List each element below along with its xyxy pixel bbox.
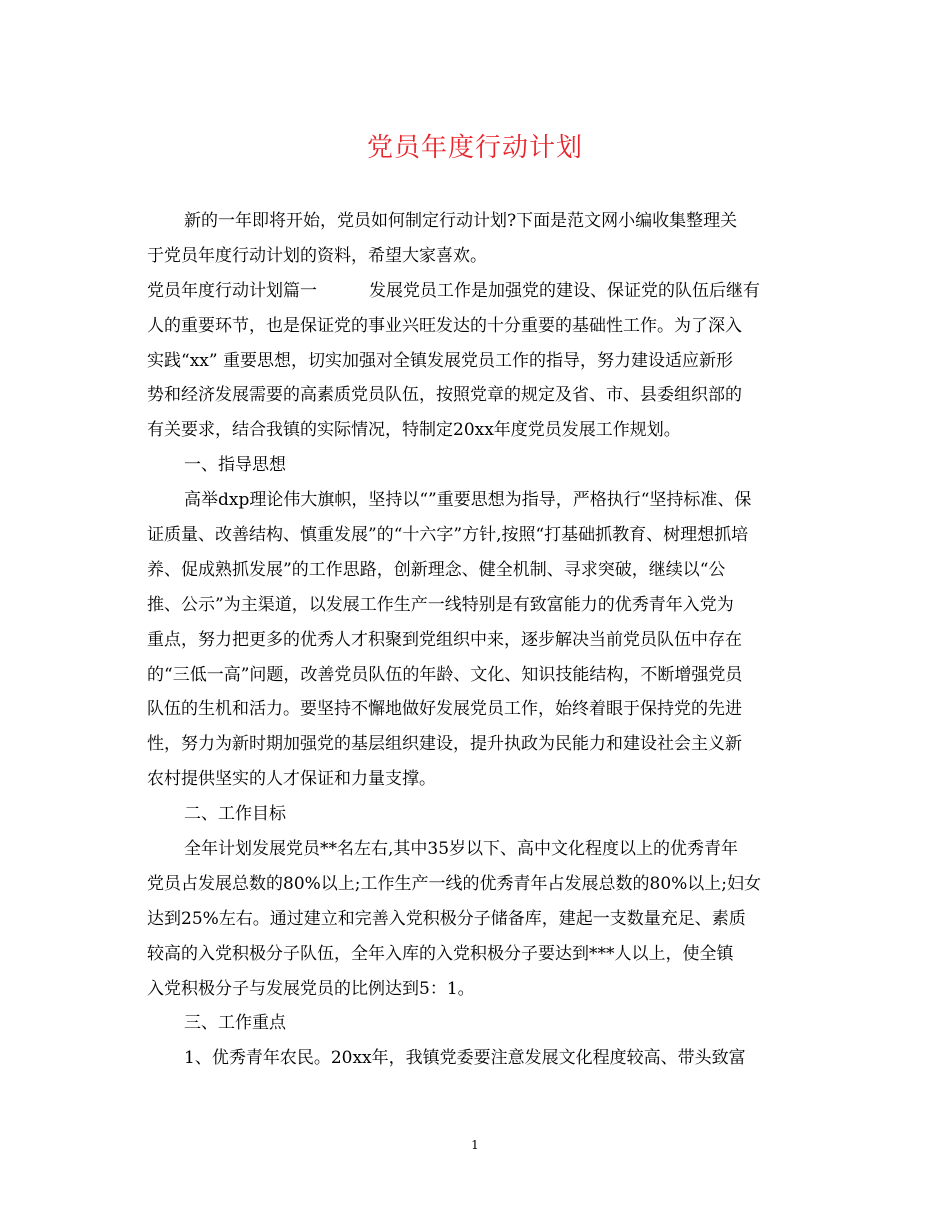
paragraph-line: 入党积极分子与发展党员的比例达到5：1。 (147, 978, 475, 999)
page-title: 党员年度行动计划 (366, 133, 583, 163)
paragraph-line: 农村提供坚实的人才保证和力量支撑。 (147, 769, 436, 790)
paragraph-line: 实践“xx” 重要思想，切实加强对全镇发展党员工作的指导，努力建设适应新形 (147, 350, 733, 371)
document-body (147, 204, 807, 1076)
paragraph-line: 较高的入党积极分子队伍，全年入库的入党积极分子要达到***人以上，使全镇 (147, 943, 734, 964)
section-heading: 党员年度行动计划篇一 (147, 280, 317, 301)
page-number: 1 (471, 1138, 479, 1152)
paragraph-line: 1、优秀青年农民。20xx年，我镇党委要注意发展文化程度较高、带头致富 (184, 1048, 746, 1069)
paragraph-line: 于党员年度行动计划的资料，希望大家喜欢。 (147, 245, 487, 266)
paragraph-line: 推、公示”为主渠道，以发展工作生产一线特别是有致富能力的优秀青年入党为 (147, 594, 734, 615)
paragraph-line: 有关要求，结合我镇的实际情况，特制定20xx年度党员发展工作规划。 (147, 420, 681, 441)
paragraph-line: 重点，努力把更多的优秀人才积聚到党组织中来，逐步解决当前党员队伍中存在 (147, 629, 742, 650)
section-heading: 一、指导思想 (184, 455, 286, 476)
paragraph-line: 高举dxp理论伟大旗帜，坚持以“”重要思想为指导，严格执行“坚持标准、保 (184, 490, 752, 511)
paragraph-line: 证质量、改善结构、慎重发展”的“十六字”方针,按照“打基础抓教育、树理想抓培 (147, 525, 749, 546)
paragraph-line: 势和经济发展需要的高素质党员队伍，按照党章的规定及省、市、县委组织部的 (147, 385, 742, 406)
paragraph-line: 达到25%左右。通过建立和完善入党积极分子储备库，建起一支数量充足、素质 (147, 908, 746, 929)
paragraph-line: 养、促成熟抓发展”的工作思路，创新理念、健全机制、寻求突破，继续以“公 (147, 559, 726, 580)
section-heading: 三、工作重点 (184, 1013, 286, 1034)
paragraph-line: 的“三低一高”问题，改善党员队伍的年龄、文化、知识技能结构，不断增强党员 (147, 664, 743, 685)
paragraph-line: 队伍的生机和活力。要坚持不懈地做好发展党员工作，始终着眼于保持党的先进 (147, 699, 742, 720)
paragraph-line-with-heading (147, 274, 807, 309)
paragraph-line: 党员占发展总数的80%以上;工作生产一线的优秀青年占发展总数的80%以上;妇女 (147, 873, 762, 894)
paragraph-text: 发展党员工作是加强党的建设、保证党的队伍后继有 (369, 280, 760, 301)
paragraph-line: 全年计划发展党员**名左右,其中35岁以下、高中文化程度以上的优秀青年 (184, 839, 739, 860)
paragraph-line: 新的一年即将开始，党员如何制定行动计划?下面是范文网小编收集整理关 (184, 211, 738, 231)
section-heading: 二、工作目标 (184, 804, 286, 825)
paragraph-line: 性，努力为新时期加强党的基层组织建设，提升执政为民能力和建设社会主义新 (147, 734, 742, 755)
paragraph-line: 人的重要环节，也是保证党的事业兴旺发达的十分重要的基础性工作。为了深入 (147, 315, 742, 336)
